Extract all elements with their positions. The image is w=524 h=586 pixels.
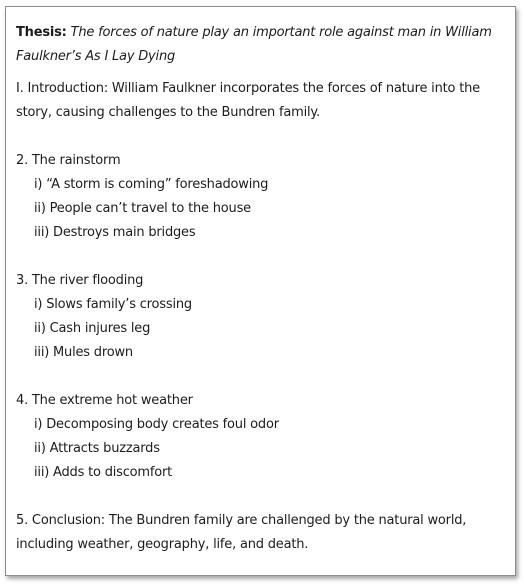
sub-point: iii) Mules drown xyxy=(34,345,133,360)
sub-point: ii) People can’t travel to the house xyxy=(34,201,251,216)
sub-point: ii) Cash injures leg xyxy=(34,321,151,336)
introduction-point: I. Introduction: William Faulkner incorporates the forces of nature into the story, causing challenges to the Bundren family. xyxy=(16,81,480,120)
sub-point: i) Slows family’s crossing xyxy=(34,297,192,312)
thesis-label: Thesis: xyxy=(16,25,67,40)
outline-card xyxy=(5,6,516,576)
conclusion-point: 5. Conclusion: The Bundren family are challenged by the natural world, including weather, geography, life, and death. xyxy=(16,513,467,552)
section-heading: 4. The extreme hot weather xyxy=(16,393,193,408)
section-river-flooding xyxy=(16,269,506,365)
section-hot-weather xyxy=(16,389,506,485)
outline-content xyxy=(16,21,506,557)
section-heading: 3. The river flooding xyxy=(16,273,144,288)
section-heading: 2. The rainstorm xyxy=(16,153,121,168)
sub-point: iii) Adds to discomfort xyxy=(34,465,173,480)
thesis-text: The forces of nature play an important role against man in William Faulkner’s As I Lay Dying xyxy=(16,25,492,64)
section-rainstorm xyxy=(16,149,506,245)
sub-point: i) Decomposing body creates foul odor xyxy=(34,417,279,432)
sub-point: iii) Destroys main bridges xyxy=(34,225,196,240)
sub-point: i) “A storm is coming” foreshadowing xyxy=(34,177,269,192)
thesis-statement xyxy=(16,21,506,69)
sub-point: ii) Attracts buzzards xyxy=(34,441,160,456)
